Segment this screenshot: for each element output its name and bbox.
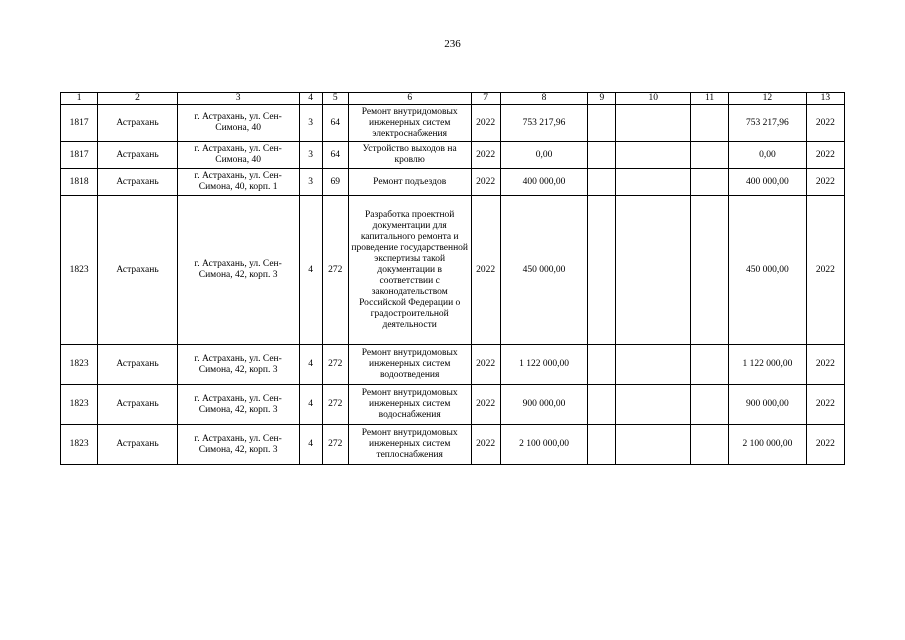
year: 2022 — [471, 196, 500, 345]
header-cell-1: 1 — [61, 93, 98, 105]
year: 2022 — [471, 169, 500, 196]
col-5: 272 — [322, 345, 348, 385]
header-cell-5: 5 — [322, 93, 348, 105]
header-cell-3: 3 — [177, 93, 299, 105]
address: г. Астрахань, ул. Сен-Симона, 42, корп. 3 — [177, 345, 299, 385]
year-end: 2022 — [806, 196, 844, 345]
total: 753 217,96 — [729, 105, 806, 142]
work-type: Ремонт подъездов — [348, 169, 471, 196]
city: Астрахань — [98, 345, 178, 385]
work-type: Ремонт внутридомовых инженерных систем теплоснабжения — [348, 425, 471, 465]
year-end: 2022 — [806, 385, 844, 425]
header-cell-11: 11 — [690, 93, 728, 105]
col-4: 4 — [299, 425, 322, 465]
year-end: 2022 — [806, 169, 844, 196]
header-cell-12: 12 — [729, 93, 806, 105]
row-number: 1823 — [61, 425, 98, 465]
work-type: Устройство выходов на кровлю — [348, 142, 471, 169]
sum: 0,00 — [500, 142, 588, 169]
col-5: 64 — [322, 142, 348, 169]
year-end: 2022 — [806, 105, 844, 142]
repair-register-table — [60, 92, 845, 465]
col-9 — [588, 196, 616, 345]
sum: 900 000,00 — [500, 385, 588, 425]
city: Астрахань — [98, 169, 178, 196]
table-row — [61, 425, 845, 465]
col-10 — [616, 142, 690, 169]
table-row — [61, 169, 845, 196]
sum: 400 000,00 — [500, 169, 588, 196]
col-9 — [588, 105, 616, 142]
col-10 — [616, 345, 690, 385]
row-number: 1823 — [61, 196, 98, 345]
col-11 — [690, 385, 728, 425]
col-5: 272 — [322, 196, 348, 345]
city: Астрахань — [98, 385, 178, 425]
work-type: Разработка проектной документации для капитального ремонта и проведение государственной экспертизы такой документации в соответствии с законодательством Российской Федерации о градостроительной деятельности — [348, 196, 471, 345]
col-4: 4 — [299, 345, 322, 385]
city: Астрахань — [98, 196, 178, 345]
col-11 — [690, 142, 728, 169]
header-cell-7: 7 — [471, 93, 500, 105]
year: 2022 — [471, 105, 500, 142]
header-cell-8: 8 — [500, 93, 588, 105]
sum: 753 217,96 — [500, 105, 588, 142]
row-number: 1817 — [61, 142, 98, 169]
table-row — [61, 142, 845, 169]
city: Астрахань — [98, 105, 178, 142]
col-10 — [616, 169, 690, 196]
col-5: 64 — [322, 105, 348, 142]
header-cell-2: 2 — [98, 93, 178, 105]
table-row — [61, 385, 845, 425]
year-end: 2022 — [806, 345, 844, 385]
col-9 — [588, 425, 616, 465]
col-5: 272 — [322, 385, 348, 425]
table-row — [61, 345, 845, 385]
col-9 — [588, 345, 616, 385]
col-11 — [690, 169, 728, 196]
header-cell-13: 13 — [806, 93, 844, 105]
year: 2022 — [471, 345, 500, 385]
col-11 — [690, 105, 728, 142]
col-4: 3 — [299, 142, 322, 169]
total: 400 000,00 — [729, 169, 806, 196]
header-cell-10: 10 — [616, 93, 690, 105]
year: 2022 — [471, 142, 500, 169]
address: г. Астрахань, ул. Сен-Симона, 40 — [177, 105, 299, 142]
city: Астрахань — [98, 142, 178, 169]
total: 0,00 — [729, 142, 806, 169]
work-type: Ремонт внутридомовых инженерных систем водоотведения — [348, 345, 471, 385]
year-end: 2022 — [806, 425, 844, 465]
col-4: 4 — [299, 196, 322, 345]
col-9 — [588, 169, 616, 196]
work-type: Ремонт внутридомовых инженерных систем водоснабжения — [348, 385, 471, 425]
table-row — [61, 196, 845, 345]
sum: 2 100 000,00 — [500, 425, 588, 465]
col-4: 3 — [299, 169, 322, 196]
city: Астрахань — [98, 425, 178, 465]
sum: 1 122 000,00 — [500, 345, 588, 385]
col-4: 3 — [299, 105, 322, 142]
col-10 — [616, 196, 690, 345]
total: 900 000,00 — [729, 385, 806, 425]
table-row — [61, 105, 845, 142]
col-10 — [616, 385, 690, 425]
total: 1 122 000,00 — [729, 345, 806, 385]
total: 2 100 000,00 — [729, 425, 806, 465]
row-number: 1823 — [61, 345, 98, 385]
address: г. Астрахань, ул. Сен-Симона, 42, корп. 3 — [177, 385, 299, 425]
address: г. Астрахань, ул. Сен-Симона, 42, корп. 3 — [177, 196, 299, 345]
header-row — [61, 93, 845, 105]
year-end: 2022 — [806, 142, 844, 169]
col-10 — [616, 425, 690, 465]
col-9 — [588, 385, 616, 425]
sum: 450 000,00 — [500, 196, 588, 345]
total: 450 000,00 — [729, 196, 806, 345]
header-cell-9: 9 — [588, 93, 616, 105]
address: г. Астрахань, ул. Сен-Симона, 40, корп. 1 — [177, 169, 299, 196]
col-5: 272 — [322, 425, 348, 465]
row-number: 1823 — [61, 385, 98, 425]
work-type: Ремонт внутридомовых инженерных систем электроснабжения — [348, 105, 471, 142]
col-10 — [616, 105, 690, 142]
col-4: 4 — [299, 385, 322, 425]
page-number: 236 — [444, 38, 461, 50]
row-number: 1817 — [61, 105, 98, 142]
col-11 — [690, 345, 728, 385]
address: г. Астрахань, ул. Сен-Симона, 42, корп. 3 — [177, 425, 299, 465]
year: 2022 — [471, 425, 500, 465]
col-11 — [690, 196, 728, 345]
year: 2022 — [471, 385, 500, 425]
header-cell-6: 6 — [348, 93, 471, 105]
col-5: 69 — [322, 169, 348, 196]
address: г. Астрахань, ул. Сен-Симона, 40 — [177, 142, 299, 169]
header-cell-4: 4 — [299, 93, 322, 105]
col-9 — [588, 142, 616, 169]
col-11 — [690, 425, 728, 465]
row-number: 1818 — [61, 169, 98, 196]
